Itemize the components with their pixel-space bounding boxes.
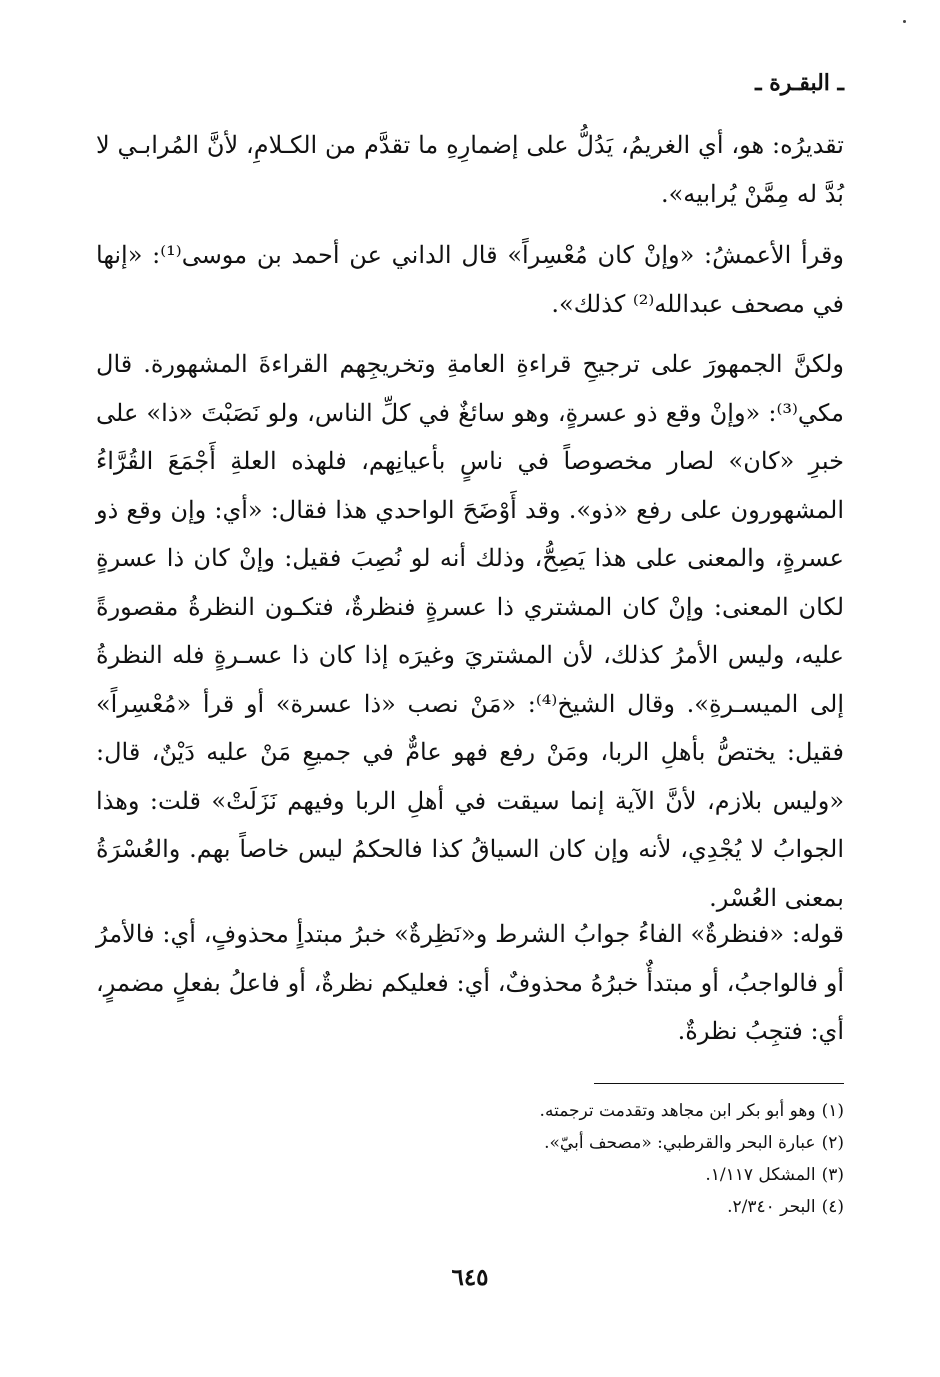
paragraph-1-block [96, 121, 844, 218]
running-title: ـ البقـرة ـ [755, 70, 844, 96]
paragraph-3: ولكنَّ الجمهورَ على ترجيحِ قراءةِ العامةِ وتخريجِهم القراءةَ المشهورة. قال مكي⁽³⁾: «وإنْ وقع ذو عسرةٍ، وهو سائغٌ في كلِّ الناس، ولو نَصَبْتَ «ذا» على خبرِ «كان» لصار مخصوصاً في ناسٍ بأعيانِهم، فلهذه العلةِ أَجْمَعَ القُرَّاءُ المشهورون على رفع «ذو». وقد أَوْضَحَ الواحدي هذا فقال: «أي: وإن وقع ذو عسرةٍ، والمعنى على هذا يَصِحُّ، وذلك أنه لو نُصِبَ فقيل: وإنْ كان ذا عسرةٍ لكان المعنى: وإنْ كان المشتري ذا عسرةٍ فنظرةٌ، فتكـون النظرةُ مقصورةً عليه، وليس الأمرُ كذلك، لأن المشتريَ وغيرَه إذا كان ذا عسـرةٍ فله النظرةُ إلى الميسـرةِ». وقال الشيخ⁽⁴⁾: «مَنْ نصب «ذا عسرة» أو قرأ «مُعْسِراً» فقيل: يختصُّ بأهلِ الربا، ومَنْ رفع فهو عامٌّ في جميعِ مَنْ عليه دَيْنٌ، قال: «وليس بلازم، لأنَّ الآية إنما سيقت في أهلِ الربا وفيهم نَزَلَتْ» قلت: وهذا الجوابُ لا يُجْدِي، لأنه وإن كان السياقُ كذا فالحكمُ ليس خاصاً بهم. والعُسْرَةُ بمعنى العُسْر. [96, 350, 845, 912]
paragraph-4-block [96, 910, 844, 1056]
scan-speck [903, 20, 906, 23]
footnote-number: (١) [821, 1101, 844, 1121]
page-number: ٦٤٥ [451, 1264, 489, 1291]
paragraph-4: قوله: «فنظرةٌ» الفاءُ جوابُ الشرط و«نَظِرةٌ» خبرُ مبتدأٍ محذوفٍ، أي: فالأمرُ أو فالواجبُ، أو مبتدأٌ خبرُهُ محذوفٌ، أي: فعليكم نظرةٌ، أو فاعلُ بفعلٍ مضمرٍ، أي: فتجِبُ نظرةٌ. [96, 920, 845, 1045]
paragraph-3-block [96, 340, 844, 922]
footnote-2 [144, 1127, 844, 1159]
paragraph-2-block [96, 231, 844, 328]
paragraph-2: وقرأ الأعمشُ: «وإنْ كان مُعْسِراً» قال الداني عن أحمد بن موسى⁽¹⁾: «إنها في مصحف عبدالله⁽²⁾ كذلك». [96, 241, 845, 318]
footnote-1 [144, 1095, 844, 1127]
footnote-text: المشكل ١/١١٧. [705, 1165, 816, 1185]
footnote-separator [594, 1083, 844, 1084]
footnote-text: وهو أبو بكر ابن مجاهد وتقدمت ترجمته. [539, 1101, 816, 1121]
footnote-number: (٣) [821, 1165, 844, 1185]
footnote-3 [144, 1159, 844, 1191]
footnote-text: عبارة البحر والقرطبي: «مصحف أبيّ». [544, 1133, 816, 1153]
footnotes [144, 1095, 844, 1223]
footnote-number: (٢) [821, 1133, 844, 1153]
footnote-number: (٤) [821, 1197, 844, 1217]
paragraph-1: تقديرُه: هو، أي الغريمُ، يَدُلُّ على إضمارِهِ ما تقدَّم من الكـلامِ، لأنَّ المُرابـي لا بُدَّ له مِمَّنْ يُرابيه». [96, 131, 844, 208]
footnote-text: البحر ٢/٣٤٠. [727, 1197, 816, 1217]
footnote-4 [144, 1191, 844, 1223]
